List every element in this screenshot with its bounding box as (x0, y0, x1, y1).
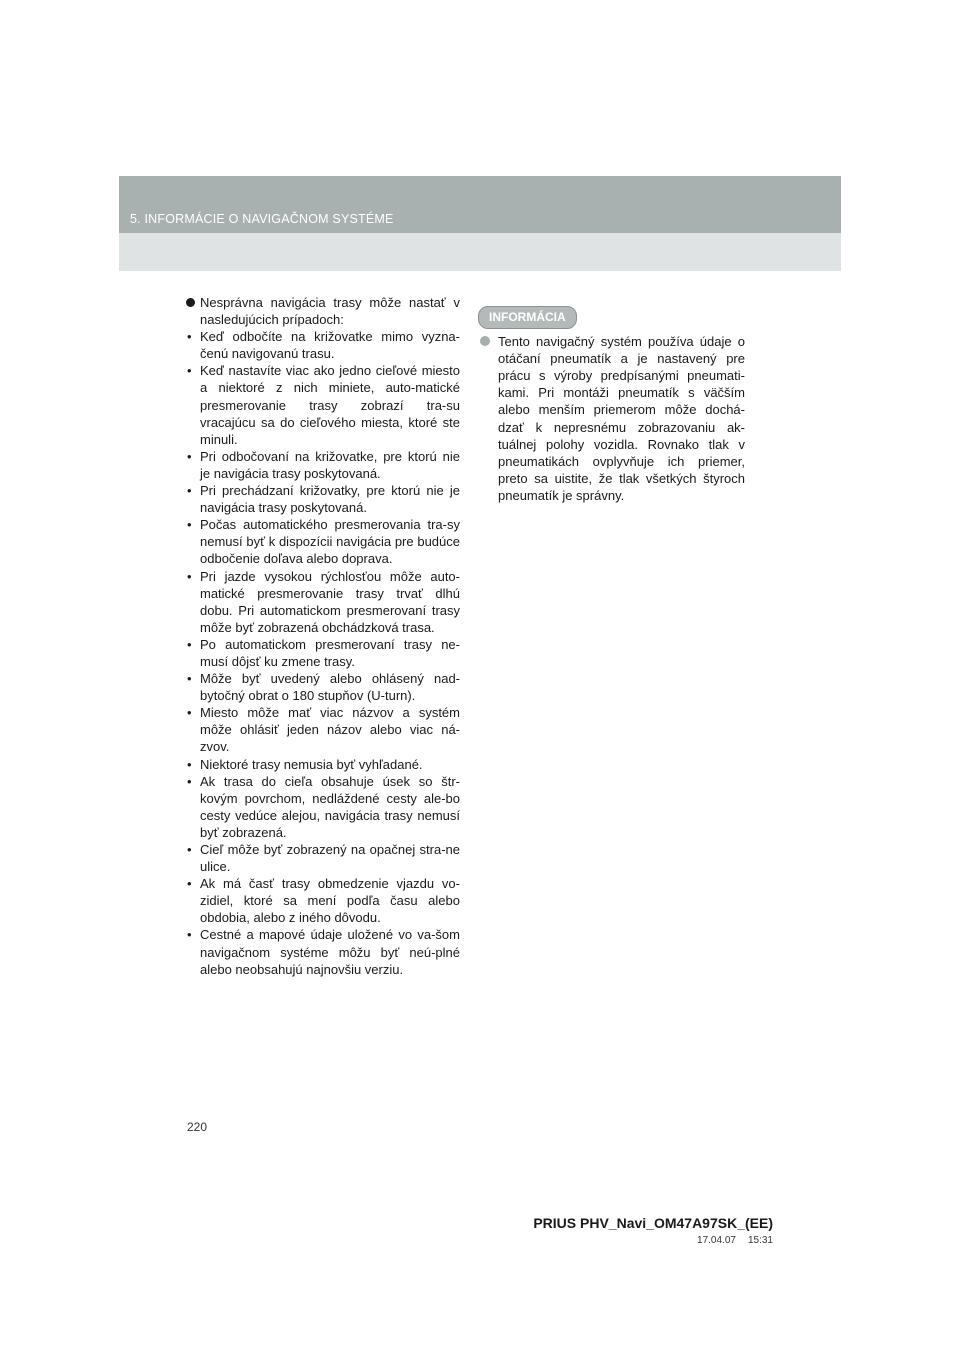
list-item-text: Pri jazde vysokou rýchlosťou môže auto-matické presmerovanie trasy trvať dlhú dobu. Pri automatickom presmerovaní trasy môže byť zobrazená obchádzková trasa. (200, 568, 460, 635)
list-item (186, 704, 460, 755)
list-item-text: Po automatickom presmerovaní trasy ne-musí dôjsť ku zmene trasy. (200, 636, 460, 669)
list-bullet: • (187, 756, 192, 772)
list-item-text: Počas automatického presmerovania tra-sy nemusí byť k dispozícii navigácia pre budúce odbočenie doľava alebo doprava. (200, 517, 460, 567)
list-item-text: Pri odbočovaní na križovatke, pre ktorú nie je navigácia trasy poskytovaná. (200, 448, 460, 481)
list-item (186, 756, 460, 773)
list-item-text: Ak má časť trasy obmedzenie vjazdu vo-zidiel, ktoré sa mení podľa času alebo obdobia, alebo z iného dôvodu. (200, 876, 460, 926)
page-number: 220 (187, 1120, 208, 1134)
list-item-text: Cieľ môže byť zobrazený na opačnej stra-ne ulice. (200, 842, 460, 875)
list-item-text: Cestné a mapové údaje uložené vo va-šom navigačnom systéme môžu byť neú-plné alebo neobsahujú najnovšiu verziu. (200, 927, 460, 977)
print-date: 17.04.07 (697, 1235, 736, 1246)
case-list (186, 328, 460, 978)
list-bullet: • (187, 568, 192, 584)
list-item (186, 482, 460, 516)
list-item (186, 362, 460, 447)
list-bullet: • (187, 671, 192, 687)
left-column (186, 294, 460, 978)
info-text: Tento navigačný systém používa údaje o otáčaní pneumatík a je nastavený pre prácu s výroby predpísanými pneumati-kami. Pri montáži pneumatík s väčším alebo menším priemerom môže dochá-dzať k nepresnému zobrazovaniu ak-tuálnej polohy vozidla. Rovnako tlak v pneumatikách ovplyvňuje ich priemer, preto sa uistite, že tlak všetkých štyroch pneumatík je správny. (498, 334, 745, 503)
info-badge: INFORMÁCIA (478, 306, 577, 329)
bullet-dot-icon (186, 298, 195, 307)
list-bullet: • (187, 448, 192, 464)
list-item (186, 875, 460, 926)
list-item-text: Miesto môže mať viac názvov a systém môže ohlásiť jeden názov alebo viac ná-zvov. (200, 705, 460, 755)
print-timestamp (697, 1235, 773, 1246)
info-box (480, 306, 745, 504)
list-item (186, 328, 460, 362)
list-bullet: • (187, 636, 192, 652)
lead-text: Nesprávna navigácia trasy môže nastať v nasledujúcich prípadoch: (200, 295, 460, 328)
list-item-text: Keď nastavíte viac ako jedno cieľové miesto a niektoré z nich miniete, auto-matické presmerovanie trasy zobrazí tra-su vracajúcu sa do cieľového miesta, ktoré ste minuli. (200, 363, 460, 447)
header-band (119, 176, 841, 233)
section-header (119, 176, 841, 271)
list-item (186, 841, 460, 875)
list-bullet: • (187, 773, 192, 789)
info-item (480, 333, 745, 504)
info-dot-icon (480, 336, 490, 346)
list-bullet: • (187, 705, 192, 721)
list-bullet: • (187, 363, 192, 379)
list-bullet: • (187, 483, 192, 499)
list-bullet: • (187, 927, 192, 943)
section-title: 5. INFORMÁCIE O NAVIGAČNOM SYSTÉME (130, 212, 394, 226)
list-item-text: Niektoré trasy nemusia byť vyhľadané. (200, 756, 423, 772)
list-item-text: Môže byť uvedený alebo ohlásený nad-bytočný obrat o 180 stupňov (U-turn). (200, 671, 460, 704)
list-item-text: Keď odbočíte na križovatke mimo vyzna-čenú navigovanú trasu. (200, 329, 460, 362)
list-item (186, 568, 460, 636)
list-item (186, 773, 460, 841)
list-item (186, 926, 460, 977)
list-bullet: • (187, 517, 192, 533)
list-item (186, 670, 460, 704)
print-time: 15:31 (747, 1235, 773, 1246)
list-item (186, 516, 460, 567)
list-item (186, 636, 460, 670)
list-item (186, 448, 460, 482)
list-item-text: Ak trasa do cieľa obsahuje úsek so štr-kovým povrchom, nedláždené cesty ale-bo cesty vedúce alejou, navigácia trasy nemusí byť zobrazená. (200, 773, 460, 840)
list-bullet: • (187, 842, 192, 857)
document-code: PRIUS PHV_Navi_OM47A97SK_(EE) (533, 1215, 773, 1231)
lead-paragraph (186, 294, 460, 328)
list-bullet: • (187, 329, 192, 345)
list-bullet: • (187, 876, 192, 892)
list-item-text: Pri prechádzaní križovatky, pre ktorú nie je navigácia trasy poskytovaná. (200, 483, 460, 516)
